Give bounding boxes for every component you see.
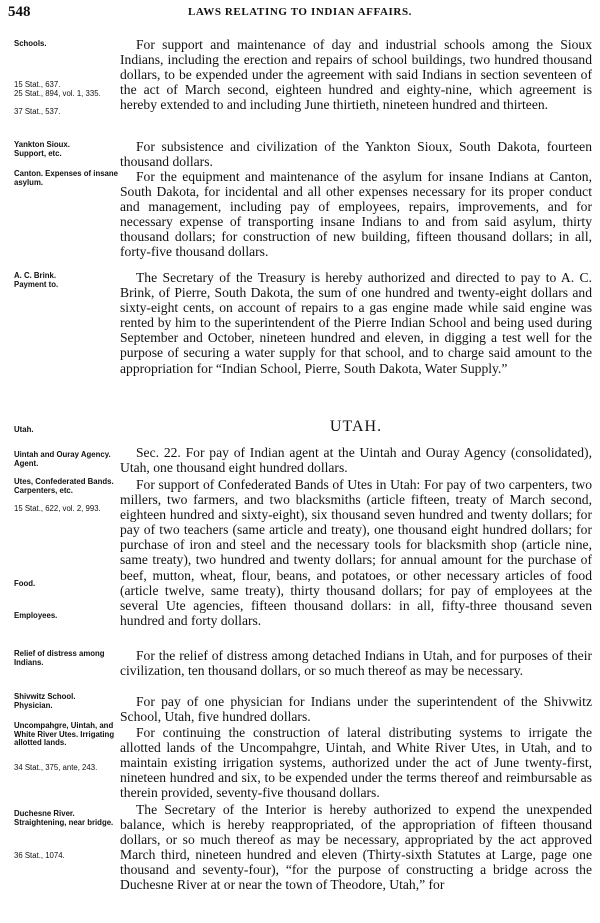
paragraph-brink: The Secretary of the Treasury is hereby authorized and directed to pay to A. C. Brink, of Pierre, South Dakota, the sum of one hundred and twenty-eight dollars and sixty-eight cents, on account of repairs to a gas engine made while said engine was rented by him to the superintendent of the Pierre Indian School and being used during September and October, nineteen hundred and eleven, in digging a test well for the purpose of securing a water supply for that school, and to charge said amount to the appropriation for “Indian School, Pierre, South Dakota, Water Supply.” <box>120 270 592 376</box>
paragraph-schools: For support and maintenance of day and industrial schools among the Sioux Indians, including the erection and repairs of school buildings, two hundred thousand dollars, to be expended under the agreement with said Indians in section seventeen of the act of March second, eighteen hundred and eighty-nine, which agreement is hereby extended to and including June thirtieth, nineteen hundred and thirteen. <box>120 37 592 113</box>
margin-note-utes: Utes, Confederated Bands. Carpenters, etc. <box>14 477 114 495</box>
running-head: LAWS RELATING TO INDIAN AFFAIRS. <box>187 6 413 18</box>
paragraph-relief: For the relief of distress among detached Indians in Utah, and for purposes of their civilization, ten thousand dollars, or so much thereof as may be necessary. <box>120 648 592 679</box>
margin-note-food: Food. <box>14 579 36 588</box>
margin-note-yankton: Yankton Sioux. Support, etc. <box>14 140 70 158</box>
margin-note-schools: Schools. <box>14 39 47 48</box>
margin-note-stat: 37 Stat., 537. <box>14 107 61 116</box>
margin-note-uncompahgre: Uncompahgre, Uintah, and White River Utes. Irrigating allotted lands. <box>14 721 115 748</box>
paragraph-utes: For support of Confederated Bands of Utes in Utah: For pay of two carpenters, two millers, two farmers, and two blacksmiths (article fifteen, treaty of March second, eighteen hundred and sixty-eight), six thousand seven hundred and twenty dollars; for pay of two teachers (same article and treaty), one thousand eight hundred dollars; for purchase of iron and steel and the necessary tools for blacksmith shop (article nine, same treaty), two hundred and twenty dollars; for annual amount for the purchase of beef, mutton, wheat, flour, beans, and potatoes, or other necessary articles of food (article twelve, same treaty), thirty thousand dollars; for pay of employees at the several Ute agencies, fifteen thousand dollars: in all, fifty-three thousand seven hundred and forty dollars. <box>120 477 592 628</box>
margin-note-stat: 25 Stat., 894, vol. 1, 335. <box>14 89 101 98</box>
margin-note-shivwitz: Shivwitz School. Physician. <box>14 692 76 710</box>
paragraph-sec22: Sec. 22. For pay of Indian agent at the Uintah and Ouray Agency (consolidated), Utah, one thousand eight hundred dollars. <box>120 445 592 476</box>
margin-note-brink: A. C. Brink. Payment to. <box>14 271 59 289</box>
paragraph-shivwitz: For pay of one physician for Indians under the superintendent of the Shivwitz School, Utah, five hundred dollars. <box>120 694 592 725</box>
margin-note-canton: Canton. Expenses of insane asylum. <box>14 169 118 187</box>
margin-note-relief: Relief of distress among Indians. <box>14 649 105 667</box>
page-number: 548 <box>8 4 31 20</box>
margin-note-uintah: Uintah and Ouray Agency. Agent. <box>14 450 111 468</box>
paragraph-canton: For the equipment and maintenance of the asylum for insane Indians at Canton, South Dakota, for incidental and all other expenses necessary for its proper conduct and management, including pay of employees, repairs, improvements, and for necessary expense of transporting insane Indians to and from said asylum, thirty thousand dollars; for construction of new building, fifteen thousand dollars; in all, forty-five thousand dollars. <box>120 169 592 260</box>
paragraph-duchesne: The Secretary of the Interior is hereby authorized to expend the unexpended balance, which is hereby reappropriated, of the appropriation of fifteen thousand dollars, or so much thereof as may be necessary, appropriated by the act approved March third, nineteen hundred and eleven (Thirty-sixth Statutes at Large, page one thousand and seventy-four), “for the purpose of constructing a bridge across the Duchesne River at or near the town of Theodore, Utah,” for <box>120 802 592 893</box>
paragraph-yankton: For subsistence and civilization of the Yankton Sioux, South Dakota, fourteen thousand dollars. <box>120 139 592 170</box>
margin-note-utah: Utah. <box>14 425 34 434</box>
margin-note-stat: 36 Stat., 1074. <box>14 851 65 860</box>
margin-note-duchesne: Duchesne River. Straightening, near bridge. <box>14 809 114 827</box>
paragraph-irrigation: For continuing the construction of lateral distributing systems to irrigate the allotted lands of the Uncompahgre, Uintah, and White River Utes, in Utah, and to maintain existing irrigation systems, authorized under the act of June twenty-first, nineteen hundred and six, to be expended under the terms thereof and reimbursable as therein provided, seventy-five thousand dollars. <box>120 725 592 801</box>
section-title: UTAH. <box>329 418 383 435</box>
margin-note-stat: 34 Stat., 375, ante, 243. <box>14 763 98 772</box>
margin-note-stat: 15 Stat., 622, vol. 2, 993. <box>14 504 101 513</box>
margin-note-stat: 15 Stat., 637. <box>14 80 61 89</box>
margin-note-employees: Employees. <box>14 611 58 620</box>
